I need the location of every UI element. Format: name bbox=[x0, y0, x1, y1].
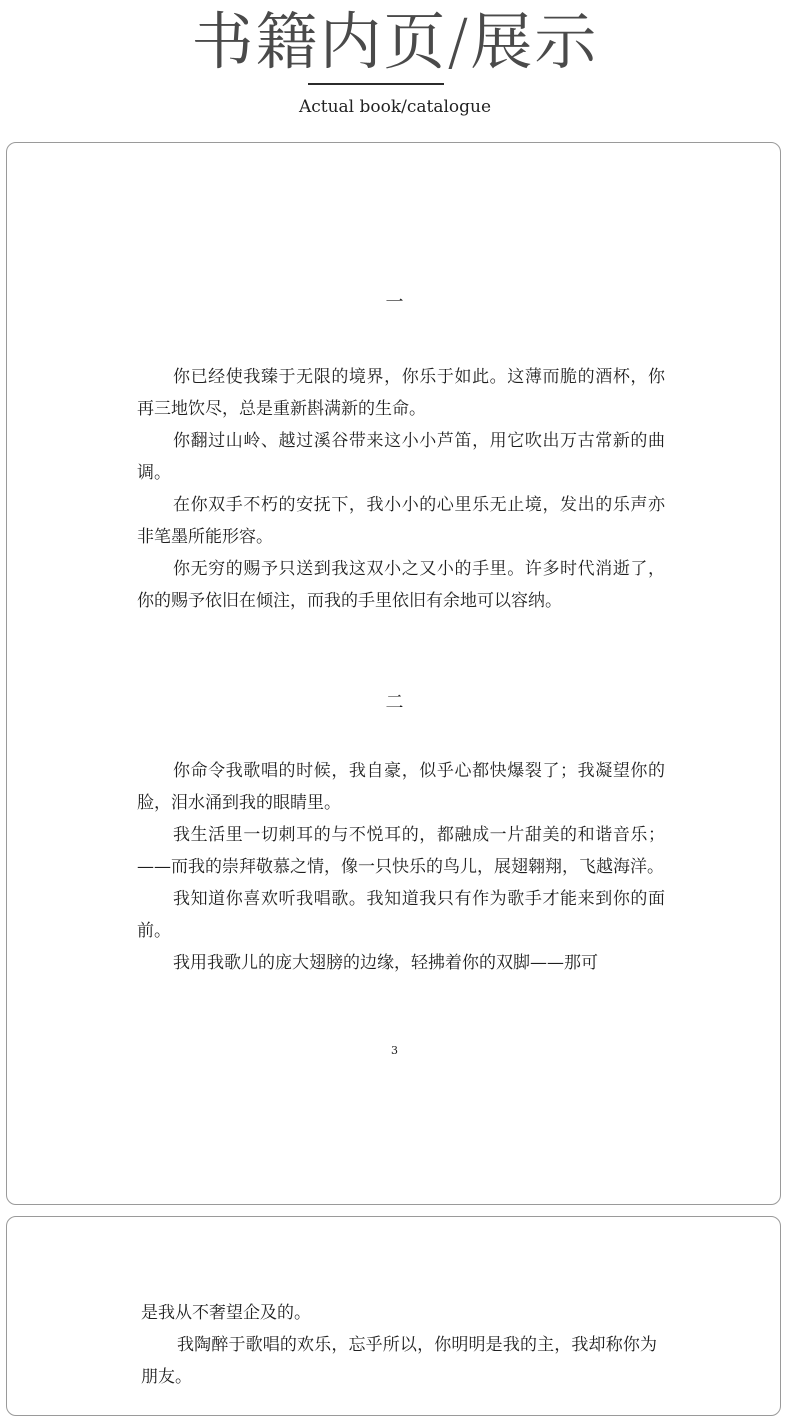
paragraph: 我知道你喜欢听我唱歌。我知道我只有作为歌手才能来到你的面前。 bbox=[137, 889, 665, 941]
section-1-text bbox=[137, 361, 665, 617]
paragraph: 我用我歌儿的庞大翅膀的边缘，轻拂着你的双脚——那可 bbox=[173, 953, 598, 973]
book-page-1 bbox=[6, 142, 781, 1205]
showcase-header bbox=[0, 0, 790, 130]
paragraph: 你已经使我臻于无限的境界，你乐于如此。这薄而脆的酒杯，你再三地饮尽，总是重新斟满新的生命。 bbox=[137, 367, 665, 419]
header-subtitle: Actual book/catalogue bbox=[298, 97, 492, 117]
book-page-2 bbox=[6, 1216, 781, 1416]
paragraph: 是我从不奢望企及的。 bbox=[141, 1303, 311, 1323]
header-title: 书籍内页/展示 bbox=[191, 5, 599, 78]
section-2-text bbox=[137, 755, 665, 979]
paragraph: 你无穷的赐予只送到我这双小之又小的手里。许多时代消逝了，你的赐予依旧在倾注，而我的手里依旧有余地可以容纳。 bbox=[137, 559, 665, 611]
paragraph: 在你双手不朽的安抚下，我小小的心里乐无止境，发出的乐声亦非笔墨所能形容。 bbox=[137, 495, 665, 547]
paragraph: 你命令我歌唱的时候，我自豪，似乎心都快爆裂了；我凝望你的脸，泪水涌到我的眼睛里。 bbox=[137, 761, 665, 813]
title-underline bbox=[308, 83, 444, 85]
paragraph: 我陶醉于歌唱的欢乐，忘乎所以，你明明是我的主，我却称你为朋友。 bbox=[141, 1335, 657, 1387]
paragraph: 我生活里一切刺耳的与不悦耳的，都融成一片甜美的和谐音乐；——而我的崇拜敬慕之情，像一只快乐的鸟儿，展翅翱翔，飞越海洋。 bbox=[137, 825, 665, 877]
section-heading-2: 二 bbox=[385, 692, 404, 713]
paragraph: 你翻过山岭、越过溪谷带来这小小芦笛，用它吹出万古常新的曲调。 bbox=[137, 431, 665, 483]
section-heading-1: 一 bbox=[385, 292, 404, 313]
page-number: 3 bbox=[391, 1044, 398, 1057]
page-2-text bbox=[141, 1297, 657, 1393]
